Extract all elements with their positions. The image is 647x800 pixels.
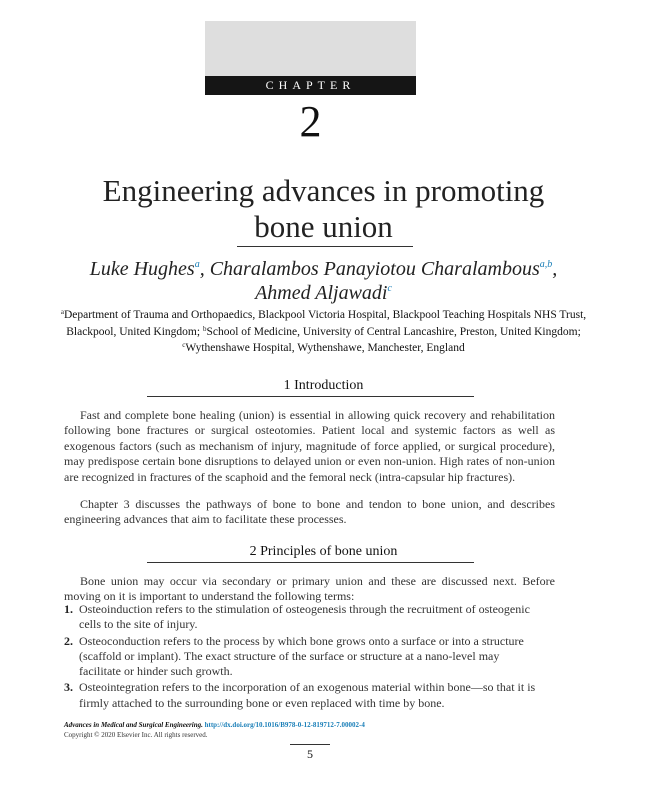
author-name: Ahmed Aljawadi bbox=[255, 282, 388, 304]
affiliation-mark: b bbox=[202, 324, 207, 333]
list-item bbox=[64, 634, 536, 680]
list-item-text: Osteoinduction refers to the stimulation of osteogenesis through the recruitment of osteogenic cells to the site of injury. bbox=[79, 602, 530, 632]
paragraph: Bone union may occur via secondary or primary union and these are discussed next. Before moving on it is important to understand the following terms: bbox=[64, 574, 555, 604]
author-affiliation-link[interactable]: c bbox=[387, 283, 392, 294]
list-number: 2. bbox=[64, 633, 73, 648]
terms-list bbox=[64, 602, 536, 712]
affiliation-c: Wythenshawe Hospital, Wythenshawe, Manchester, England bbox=[185, 342, 465, 354]
affiliation-b: School of Medicine, University of Central Lancashire, Preston, United Kingdom; bbox=[206, 325, 581, 338]
chapter-number: 2 bbox=[299, 97, 322, 146]
affiliation-a: Department of Trauma and Orthopaedics, Blackpool Victoria Hospital, Blackpool Teaching Hospitals NHS Trust, Blackpool, United Kingdom; bbox=[63, 309, 587, 338]
author-name: Charalambos Panayiotou Charalambous bbox=[209, 258, 540, 280]
list-item bbox=[64, 680, 536, 711]
paragraph: Fast and complete bone healing (union) is essential in allowing quick recovery and rehabilitation following bone fractures or surgical osteotomies. Patient local and systemic factors as well as exogenous factors (such as mechanism of injury, magnitude of force applied, or surgical procedure), may predispose certain bone disruptions to delayed union or even non-union. High rates of non-union are recognized in fractures of the scaphoid and the femoral neck (intra-capsular hip fractures). bbox=[64, 408, 555, 484]
page-number: 5 bbox=[307, 747, 313, 761]
copyright: Copyright © 2020 Elsevier Inc. All rights reserved. bbox=[64, 731, 208, 739]
list-item-text: Osteoconduction refers to the process by which bone grows onto a surface or into a structure (scaffold or implant). The exact structure of the surface or structure at a nano-level may facilitate or hinder such growth. bbox=[79, 633, 524, 679]
list-number: 1. bbox=[64, 602, 73, 616]
author-affiliation-link[interactable]: a,b bbox=[539, 259, 553, 270]
footer-citation bbox=[64, 720, 584, 730]
chapter-title-line-1: Engineering advances in promoting bbox=[102, 173, 545, 208]
section-heading-principles: 2 Principles of bone union bbox=[249, 544, 398, 559]
affiliation-mark: a bbox=[60, 308, 64, 316]
author-affiliation-link[interactable]: a bbox=[194, 259, 200, 270]
doi-link[interactable]: http://dx.doi.org/10.1016/B978-0-12-819712-7.00002-4 bbox=[204, 721, 365, 729]
section-rule bbox=[147, 562, 474, 563]
chapter-title-line-2: bone union bbox=[254, 209, 393, 244]
list-item bbox=[64, 602, 536, 633]
chapter-title bbox=[40, 173, 607, 245]
list-number: 3. bbox=[64, 680, 73, 695]
title-rule bbox=[237, 246, 413, 247]
page-number-rule bbox=[290, 744, 330, 745]
paragraph: Chapter 3 discusses the pathways of bone to bone and tendon to bone union, and describes engineering advances that aim to facilitate these processes. bbox=[64, 497, 555, 527]
section-rule bbox=[147, 396, 474, 397]
author-list: Luke Hughes$^a$, Charalambos Panayiotou Charalambous$^{a,b}$, Ahmed Aljawadi$^c$ bbox=[89, 258, 558, 304]
affiliations bbox=[40, 307, 607, 357]
affiliation-mark: c bbox=[182, 341, 186, 349]
chapter-label: CHAPTER bbox=[205, 76, 416, 95]
section-heading-introduction: 1 Introduction bbox=[283, 378, 364, 393]
author-name: Luke Hughes bbox=[89, 258, 195, 280]
list-item-text: Osteointegration refers to the incorporation of an exogenous material within bone—so that it is firmly attached to the surrounding bone or even replaced with time by bone. bbox=[79, 680, 536, 710]
book-title: Advances in Medical and Surgical Engineering. bbox=[64, 721, 203, 729]
